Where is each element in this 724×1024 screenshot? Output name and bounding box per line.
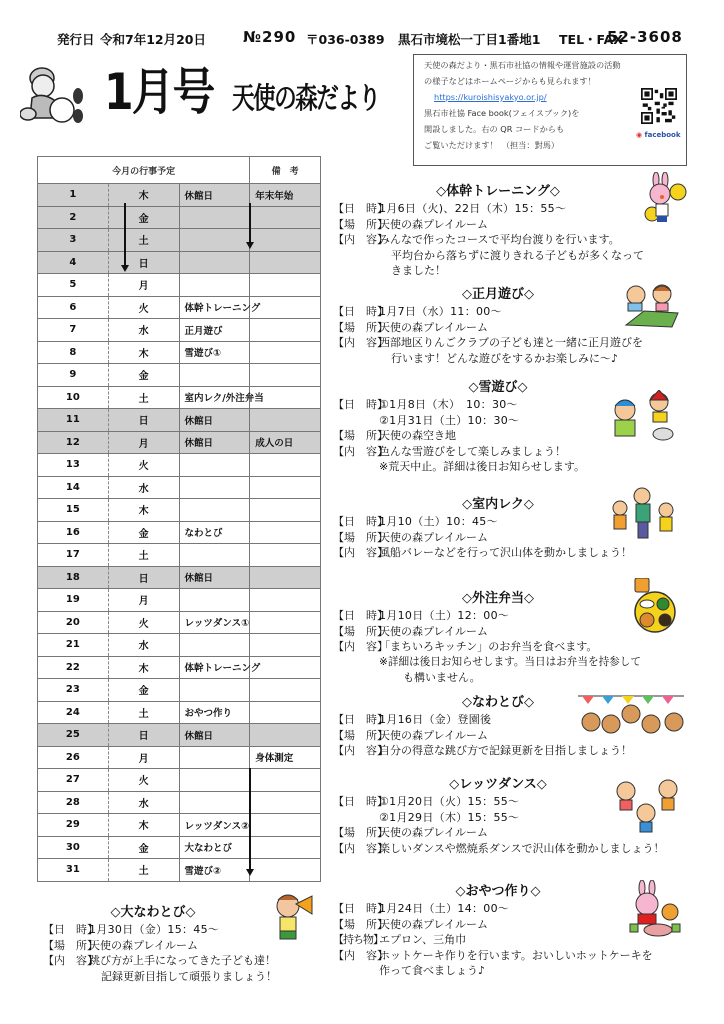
- event-cell: [179, 274, 250, 297]
- schedule-row: [38, 229, 321, 252]
- event-cell: [179, 229, 250, 252]
- day-number: 29: [38, 814, 109, 837]
- event-content-cont: ※詳細は後日お知らせします。当日はお弁当を持参して: [379, 655, 641, 668]
- schedule-row: [38, 769, 321, 792]
- weekday: 金: [108, 836, 179, 859]
- day-number: 4: [38, 251, 109, 274]
- info-box: [413, 54, 687, 166]
- event-cell: レッツダンス②: [179, 814, 250, 837]
- event-taikan: [333, 183, 673, 279]
- schedule-row: [38, 296, 321, 319]
- issue-title: 1月号: [104, 63, 214, 121]
- weekday: 金: [108, 679, 179, 702]
- event-cell: 休館日: [179, 184, 250, 207]
- note-cell: [250, 499, 321, 522]
- event-cell: 雪遊び①: [179, 341, 250, 364]
- label-date: 【日 時】: [333, 305, 388, 318]
- event-content-cont: も構いません。: [403, 671, 481, 684]
- arrow-down-icon: [249, 768, 251, 870]
- event-place: 天使の森プレイルーム: [89, 938, 199, 952]
- lunch-plate-illustration: [627, 578, 683, 634]
- note-cell: [250, 229, 321, 252]
- note-cell: [250, 701, 321, 724]
- event-cell: [179, 251, 250, 274]
- event-content-cont: ※荒天中止。詳細は後日お知らせします。: [379, 460, 586, 473]
- note-cell: [250, 814, 321, 837]
- schedule-row: [38, 701, 321, 724]
- note-cell: [250, 364, 321, 387]
- event-cell: [179, 679, 250, 702]
- day-number: 6: [38, 296, 109, 319]
- day-number: 21: [38, 634, 109, 657]
- event-cell: 休館日: [179, 566, 250, 589]
- note-cell: [250, 521, 321, 544]
- children-dancing-illustration: [612, 775, 682, 835]
- event-cell: 休館日: [179, 431, 250, 454]
- weekday: 月: [108, 746, 179, 769]
- day-number: 22: [38, 656, 109, 679]
- day-number: 28: [38, 791, 109, 814]
- day-number: 1: [38, 184, 109, 207]
- tel-label: TEL・FAX: [559, 32, 623, 47]
- weekday: 日: [108, 724, 179, 747]
- schedule-row: [38, 589, 321, 612]
- label-date: 【日 時】: [43, 923, 98, 936]
- note-cell: [250, 634, 321, 657]
- schedule-row: [38, 341, 321, 364]
- children-snow-illustration: [605, 390, 680, 445]
- event-content: 風船バレーなどを行って沢山体を動かしましょう！: [379, 546, 632, 559]
- label-date: 【日 時】: [333, 609, 388, 622]
- event-cell: 正月遊び: [179, 319, 250, 342]
- event-content: 色んな雪遊びをして楽しみましょう！: [379, 444, 566, 458]
- event-cell: [179, 544, 250, 567]
- event-cell: [179, 634, 250, 657]
- rabbit-tiger-cooking-illustration: [628, 880, 683, 940]
- note-cell: [250, 859, 321, 882]
- note-cell: [250, 769, 321, 792]
- info-line-5: ご覧いただけます！ （担当：對馬）: [424, 140, 560, 150]
- label-place: 【場 所】: [333, 728, 388, 742]
- event-cell: [179, 769, 250, 792]
- schedule-row: [38, 814, 321, 837]
- weekday: 日: [108, 566, 179, 589]
- schedule-row: [38, 409, 321, 432]
- event-bring: エプロン、三角巾: [379, 933, 467, 946]
- arrow-down-icon: [249, 203, 251, 243]
- weekday: 月: [108, 431, 179, 454]
- day-number: 18: [38, 566, 109, 589]
- label-content: 【内 容】: [333, 948, 388, 962]
- schedule-row: [38, 836, 321, 859]
- day-number: 15: [38, 499, 109, 522]
- schedule-row: [38, 791, 321, 814]
- header-notes: 備 考: [250, 157, 321, 184]
- event-content: 西部地区りんごクラブの子ども達と一緒に正月遊びを: [379, 336, 643, 349]
- schedule-row: [38, 251, 321, 274]
- event-title: ◇体幹トレーニング◇: [436, 184, 560, 199]
- day-number: 13: [38, 454, 109, 477]
- event-cell: 大なわとび: [179, 836, 250, 859]
- issue-number: №290: [243, 28, 297, 46]
- note-cell: [250, 206, 321, 229]
- schedule-row: [38, 746, 321, 769]
- day-number: 14: [38, 476, 109, 499]
- label-content: 【内 容】: [333, 444, 388, 458]
- schedule-row: [38, 364, 321, 387]
- label-content: 【内 容】: [333, 336, 388, 349]
- note-cell: [250, 341, 321, 364]
- event-content: ホットケーキ作りを行います。おいしいホットケーキを: [379, 948, 653, 962]
- label-place: 【場 所】: [333, 624, 388, 638]
- weekday: 金: [108, 206, 179, 229]
- event-date: 1月30日（金）15：45～: [89, 923, 220, 936]
- note-cell: [250, 454, 321, 477]
- label-place: 【場 所】: [333, 826, 388, 839]
- day-number: 30: [38, 836, 109, 859]
- weekday: 金: [108, 521, 179, 544]
- day-number: 11: [38, 409, 109, 432]
- qr-code-icon[interactable]: [640, 88, 678, 124]
- event-title: ◇外注弁当◇: [462, 591, 534, 606]
- day-number: 23: [38, 679, 109, 702]
- info-line-3: 黒石市社協 Face book(フェイスブック)を: [424, 108, 580, 118]
- note-cell: [250, 251, 321, 274]
- weekday: 水: [108, 476, 179, 499]
- label-date: 【日 時】: [333, 795, 388, 808]
- event-cell: なわとび: [179, 521, 250, 544]
- weekday: 水: [108, 791, 179, 814]
- newsletter-name: 天使の森だより: [232, 81, 380, 115]
- homepage-link[interactable]: https://kuroishisyakyo.or.jp/: [434, 92, 547, 102]
- note-cell: [250, 274, 321, 297]
- note-cell: [250, 679, 321, 702]
- label-place: 【場 所】: [333, 217, 388, 231]
- weekday: 月: [108, 589, 179, 612]
- label-date: 【日 時】: [333, 713, 388, 726]
- event-date: 1月16日（金）登園後: [379, 713, 492, 726]
- schedule-row: [38, 679, 321, 702]
- note-cell: [250, 724, 321, 747]
- label-date: 【日 時】: [333, 398, 388, 411]
- weekday: 木: [108, 184, 179, 207]
- weekday: 月: [108, 274, 179, 297]
- note-cell: [250, 611, 321, 634]
- event-content-cont: 平均台から落ちずに渡りきれる子どもが多くなって: [391, 248, 644, 262]
- weekday: 土: [108, 229, 179, 252]
- header-events: 今月の行事予定: [38, 157, 250, 184]
- note-cell: [250, 836, 321, 859]
- event-cell: [179, 746, 250, 769]
- event-title: ◇大なわとび◇: [110, 905, 196, 920]
- chestnut-bunting-illustration: [576, 692, 686, 734]
- day-number: 3: [38, 229, 109, 252]
- note-cell: 年末年始: [250, 184, 321, 207]
- event-title: ◇雪遊び◇: [468, 380, 528, 395]
- day-number: 24: [38, 701, 109, 724]
- event-date: 1月10（土）10：45～: [379, 515, 498, 528]
- event-content-cont: 記録更新目指して頑張りましょう！: [101, 969, 277, 983]
- schedule-row: [38, 476, 321, 499]
- mascot-illustration: [20, 64, 90, 126]
- note-cell: 成人の日: [250, 431, 321, 454]
- day-number: 2: [38, 206, 109, 229]
- event-cell: レッツダンス①: [179, 611, 250, 634]
- event-cell: 体幹トレーニング: [179, 296, 250, 319]
- event-cell: [179, 791, 250, 814]
- day-number: 27: [38, 769, 109, 792]
- weekday: 木: [108, 499, 179, 522]
- event-cell: 雪遊び②: [179, 859, 250, 882]
- schedule-row: [38, 611, 321, 634]
- day-number: 31: [38, 859, 109, 882]
- event-title: ◇室内レク◇: [462, 497, 534, 512]
- day-number: 5: [38, 274, 109, 297]
- event-cell: おやつ作り: [179, 701, 250, 724]
- weekday: 土: [108, 544, 179, 567]
- weekday: 木: [108, 814, 179, 837]
- label-place: 【場 所】: [333, 530, 388, 544]
- address: 黒石市境松一丁目1番地1: [398, 32, 541, 47]
- event-ohnawatobi: [43, 904, 303, 984]
- info-line-1: 天使の森だより・黒石市社協の情報や運営施設の活動: [424, 60, 621, 70]
- event-date-2: ②1月29日（木）15：55～: [379, 810, 520, 824]
- day-number: 9: [38, 364, 109, 387]
- event-cell: 室内レク/外注弁当: [179, 386, 250, 409]
- event-cell: [179, 589, 250, 612]
- family-illustration: [606, 486, 678, 541]
- event-date: 1月6日（火)、22日（木）15：55～: [379, 202, 567, 215]
- event-content: 「まちいろキッチン」のお弁当を食べます。: [379, 640, 598, 653]
- label-bring: 【持ち物】: [333, 933, 383, 946]
- day-number: 26: [38, 746, 109, 769]
- day-number: 7: [38, 319, 109, 342]
- label-place: 【場 所】: [43, 938, 98, 952]
- schedule-row: [38, 499, 321, 522]
- event-date-1: ①1月20日（火）15：55～: [379, 795, 520, 808]
- event-date: 1月24日（土）14：00～: [379, 902, 510, 915]
- label-date: 【日 時】: [333, 202, 388, 215]
- weekday: 火: [108, 296, 179, 319]
- day-number: 20: [38, 611, 109, 634]
- event-place: 天使の森プレイルーム: [379, 217, 489, 231]
- event-date-2: ②1月31日（土）10：30～: [379, 413, 520, 427]
- schedule-row: [38, 274, 321, 297]
- event-date: 1月7日（水）11：00～: [379, 305, 502, 318]
- note-cell: [250, 476, 321, 499]
- note-cell: [250, 296, 321, 319]
- weekday: 木: [108, 656, 179, 679]
- weekday: 土: [108, 386, 179, 409]
- event-content-cont: きました！: [391, 264, 446, 277]
- schedule-row: [38, 319, 321, 342]
- facebook-badge[interactable]: [636, 127, 681, 143]
- schedule-row: [38, 656, 321, 679]
- issue-date-label: 発行日: [57, 32, 95, 47]
- label-date: 【日 時】: [333, 515, 388, 528]
- label-content: 【内 容】: [333, 233, 388, 246]
- label-place: 【場 所】: [333, 320, 388, 334]
- label-content: 【内 容】: [43, 954, 98, 967]
- event-content: 跳び方が上手になってきた子ども達！: [89, 954, 276, 967]
- event-place: 天使の森プレイルーム: [379, 826, 489, 839]
- event-cell: 休館日: [179, 409, 250, 432]
- event-place: 天使の森空き地: [379, 429, 456, 442]
- weekday: 日: [108, 409, 179, 432]
- weekday: 火: [108, 454, 179, 477]
- label-content: 【内 容】: [333, 640, 388, 653]
- event-place: 天使の森プレイルーム: [379, 320, 489, 334]
- info-line-2: の様子などはホームページからも見られます！: [424, 76, 596, 86]
- event-title: ◇レッツダンス◇: [449, 777, 547, 792]
- label-place: 【場 所】: [333, 917, 388, 931]
- rabbit-cheer-illustration: [640, 172, 688, 232]
- day-number: 8: [38, 341, 109, 364]
- label-place: 【場 所】: [333, 429, 388, 442]
- event-date: 1月10日（土）12：00～: [379, 609, 510, 622]
- note-cell: [250, 409, 321, 432]
- weekday: 火: [108, 769, 179, 792]
- event-place: 天使の森プレイルーム: [379, 917, 489, 931]
- note-cell: [250, 566, 321, 589]
- tel-number: 52-3608: [607, 28, 683, 46]
- postal-code: 〒036-0389: [306, 32, 385, 47]
- event-content: 自分の得意な跳び方で記録更新を目指しましょう！: [379, 744, 632, 757]
- issue-date: 令和7年12月20日: [100, 32, 206, 47]
- day-number: 25: [38, 724, 109, 747]
- info-line-4: 開設しました。右の QR コードからも: [424, 124, 565, 134]
- schedule-row: [38, 386, 321, 409]
- event-cell: 休館日: [179, 724, 250, 747]
- event-cell: [179, 499, 250, 522]
- schedule-row: [38, 521, 321, 544]
- schedule-row: [38, 206, 321, 229]
- event-cell: 体幹トレーニング: [179, 656, 250, 679]
- schedule-row: [38, 454, 321, 477]
- schedule-row: [38, 859, 321, 882]
- event-content-cont: 作って食べましょう♪: [379, 964, 486, 977]
- note-cell: [250, 319, 321, 342]
- schedule-row: [38, 431, 321, 454]
- event-title: ◇おやつ作り◇: [455, 884, 541, 899]
- facebook-label: facebook: [644, 131, 681, 139]
- monthly-schedule-table: [37, 156, 321, 882]
- weekday: 火: [108, 611, 179, 634]
- label-content: 【内 容】: [333, 841, 388, 855]
- event-place: 天使の森プレイルーム: [379, 530, 489, 544]
- day-number: 16: [38, 521, 109, 544]
- event-cell: [179, 206, 250, 229]
- note-cell: [250, 544, 321, 567]
- event-cell: [179, 476, 250, 499]
- weekday: 日: [108, 251, 179, 274]
- schedule-row: [38, 544, 321, 567]
- event-title: ◇正月遊び◇: [462, 287, 534, 302]
- event-date-1: ①1月8日（木） 10：30～: [379, 398, 518, 411]
- label-date: 【日 時】: [333, 902, 388, 915]
- label-content: 【内 容】: [333, 546, 388, 559]
- event-content: 楽しいダンスや燃焼系ダンスで沢山体を動かしましょう！: [379, 841, 665, 855]
- children-karuta-illustration: [622, 283, 680, 328]
- note-cell: [250, 589, 321, 612]
- day-number: 19: [38, 589, 109, 612]
- note-cell: 身体測定: [250, 746, 321, 769]
- weekday: 金: [108, 364, 179, 387]
- weekday: 土: [108, 701, 179, 724]
- event-cell: [179, 364, 250, 387]
- note-cell: [250, 791, 321, 814]
- day-number: 10: [38, 386, 109, 409]
- weekday: 土: [108, 859, 179, 882]
- event-content-cont: 行います！どんな遊びをするかお楽しみに～♪: [391, 351, 619, 365]
- event-content: みんなで作ったコースで平均台渡りを行います。: [379, 233, 620, 246]
- weekday: 木: [108, 341, 179, 364]
- facebook-icon: ◉: [636, 131, 643, 139]
- schedule-row: [38, 724, 321, 747]
- child-megaphone-illustration: [268, 890, 316, 945]
- schedule-row: [38, 184, 321, 207]
- label-content: 【内 容】: [333, 744, 388, 757]
- event-place: 天使の森プレイルーム: [379, 624, 489, 638]
- schedule-row: [38, 566, 321, 589]
- day-number: 12: [38, 431, 109, 454]
- day-number: 17: [38, 544, 109, 567]
- weekday: 水: [108, 319, 179, 342]
- note-cell: [250, 656, 321, 679]
- schedule-row: [38, 634, 321, 657]
- event-title: ◇なわとび◇: [462, 695, 534, 710]
- arrow-down-icon: [124, 203, 126, 266]
- event-place: 天使の森プレイルーム: [379, 728, 489, 742]
- event-cell: [179, 454, 250, 477]
- weekday: 水: [108, 634, 179, 657]
